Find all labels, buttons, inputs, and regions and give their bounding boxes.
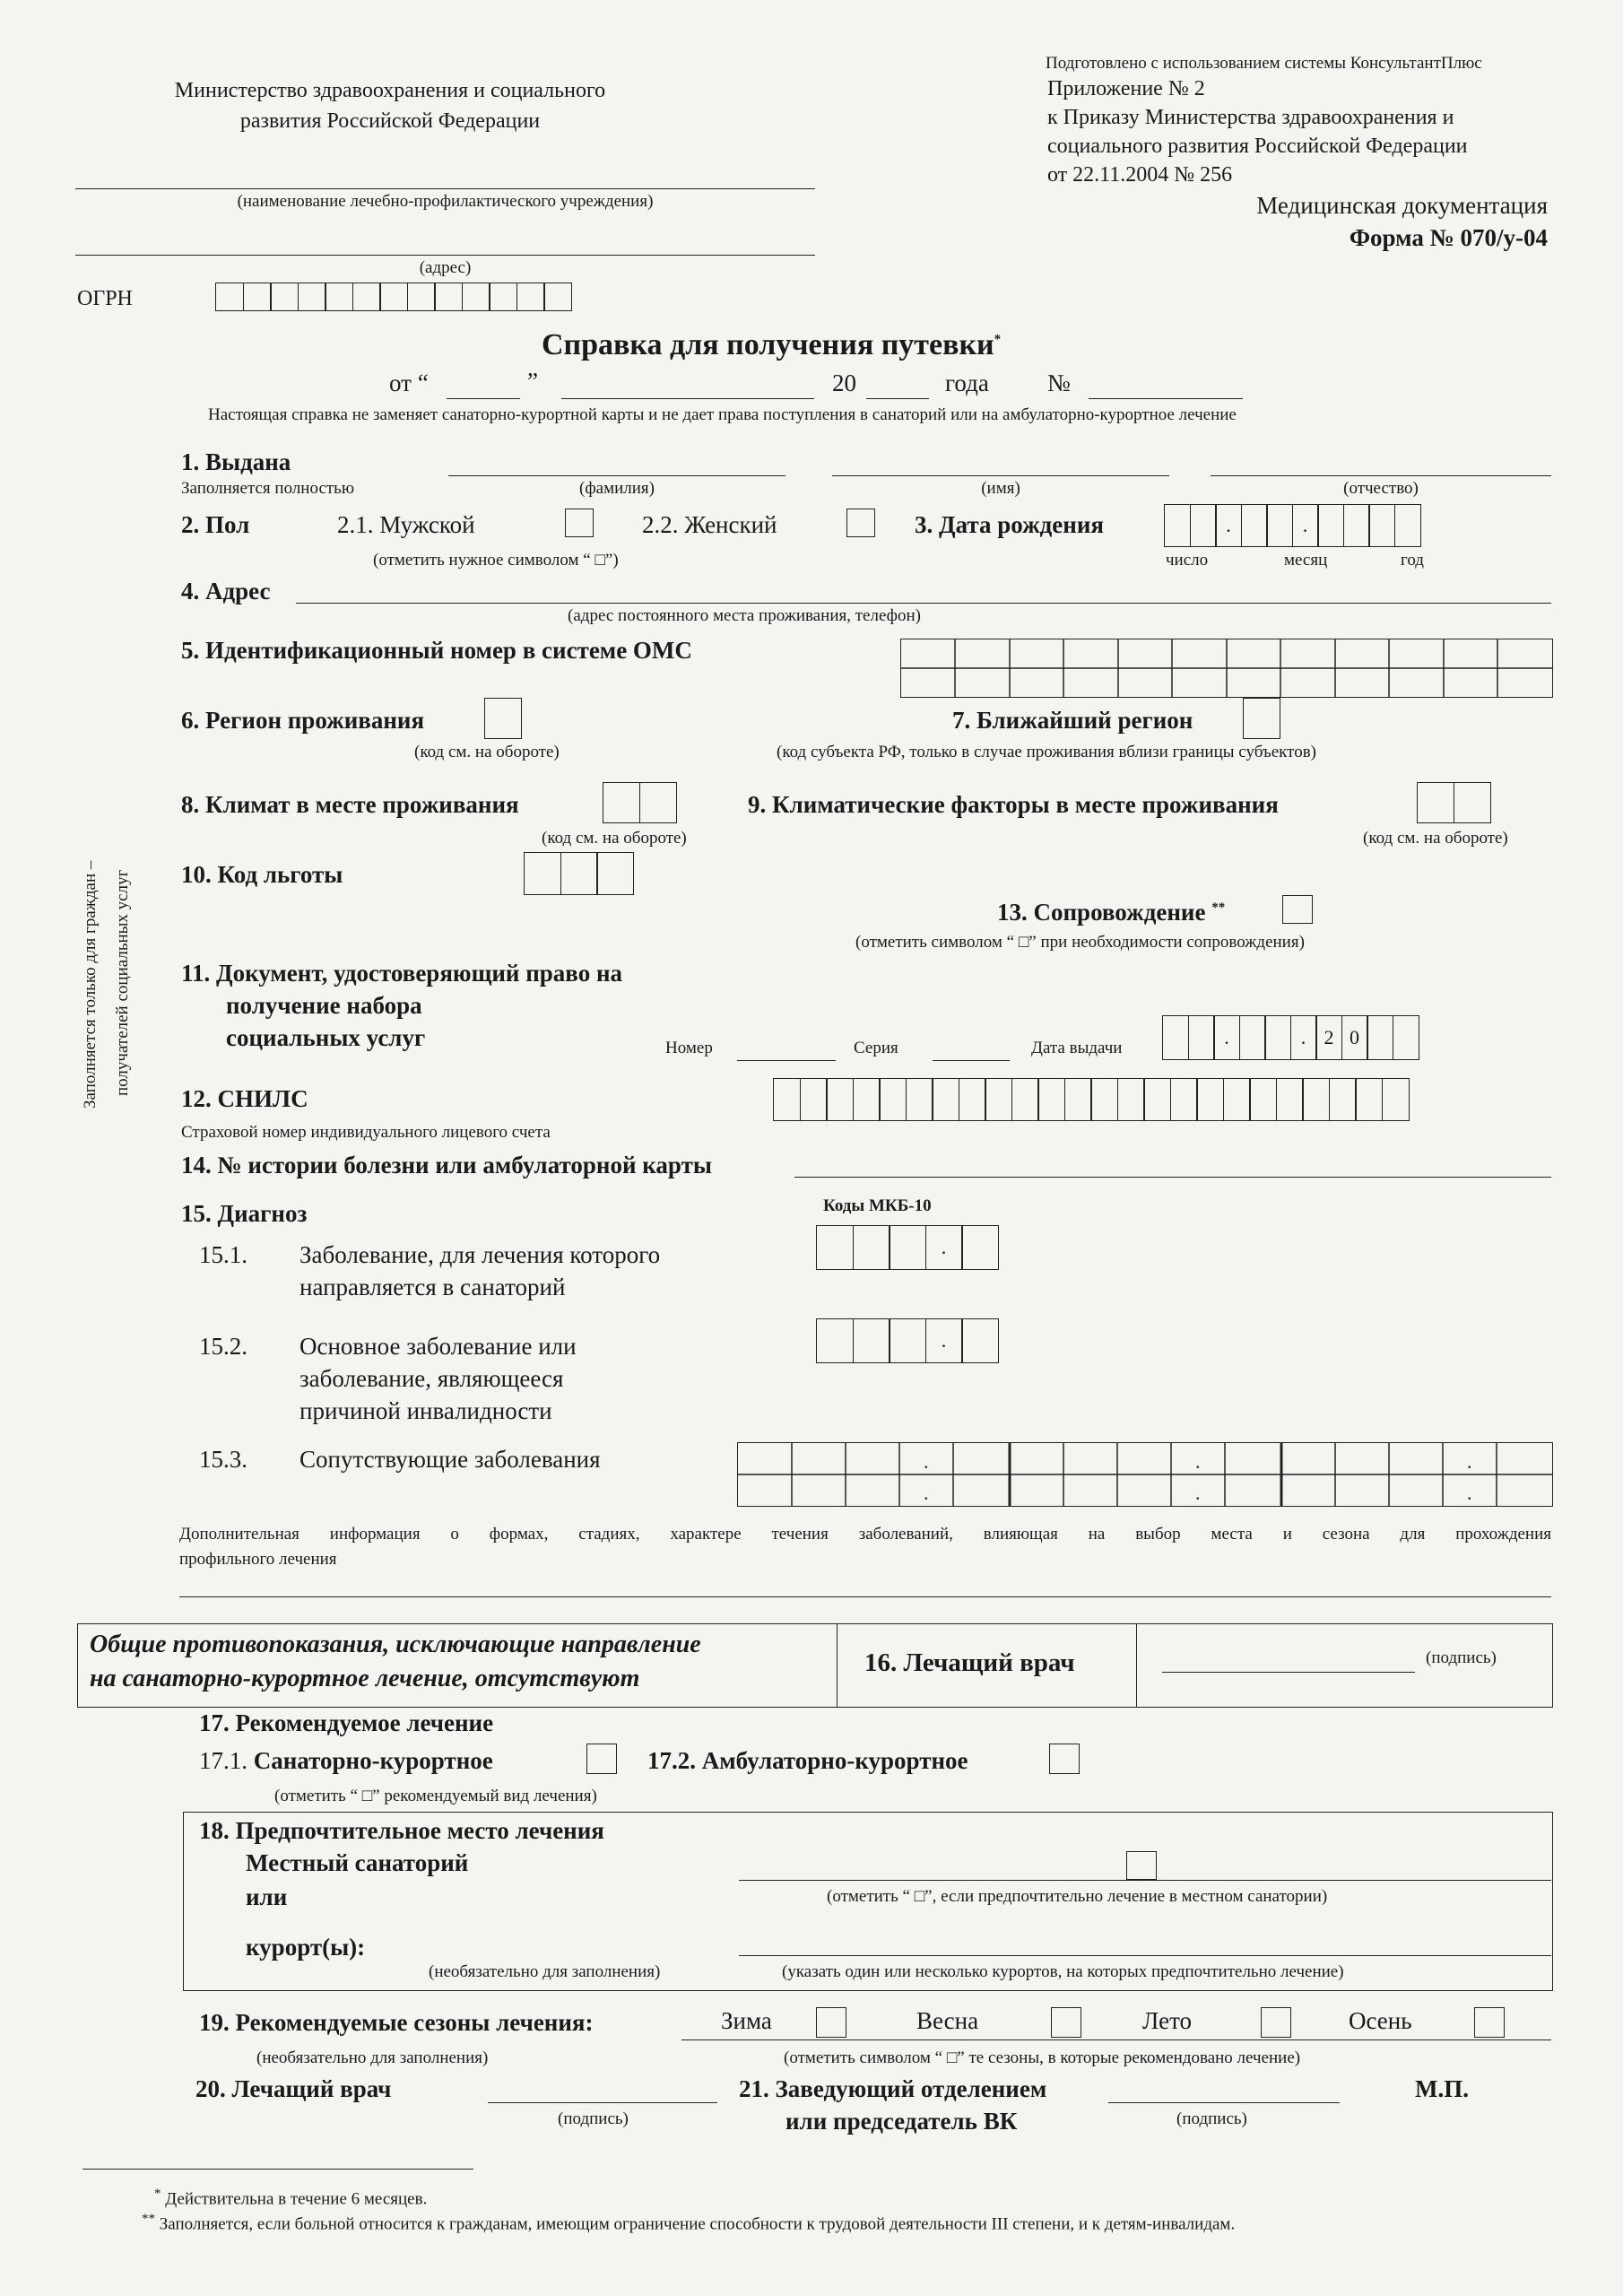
page-title: Справка для получения путевки* — [542, 328, 1002, 361]
diag-15-2-line-2: заболевание, являющееся — [299, 1365, 564, 1392]
ogrn-boxes[interactable] — [215, 283, 572, 311]
svg-text:.: . — [924, 1450, 929, 1473]
svg-text:.: . — [924, 1482, 929, 1504]
form-number: Форма № 070/у-04 — [1349, 224, 1548, 251]
appendix-line-2: к Приказу Министерства здравоохранения и — [1047, 106, 1454, 129]
attending-doctor-20-signature-line[interactable] — [488, 2102, 717, 2103]
region-box[interactable] — [484, 698, 522, 739]
date-quote-close: ” — [527, 368, 538, 395]
doc-series-line[interactable] — [933, 1060, 1010, 1061]
head-department-line-2: или председатель ВК — [785, 2108, 1018, 2135]
recommended-treatment-caption: (отметить “ □” рекомендуемый вид лечения) — [274, 1787, 597, 1805]
extra-info-line[interactable] — [179, 1596, 1551, 1597]
local-sanatorium-line — [739, 1880, 1551, 1881]
ogrn-label: ОГРН — [77, 287, 133, 310]
escort-caption: (отметить символом “ □” при необходимости сопровождения) — [855, 933, 1305, 952]
surname-caption: (фамилия) — [579, 479, 655, 498]
doc-series-label: Серия — [854, 1039, 898, 1057]
date-from-label: от “ — [389, 370, 429, 396]
region-caption: (код см. на обороте) — [414, 743, 560, 761]
doc-label-line-1: 11. Документ, удостоверяющий право на — [181, 960, 622, 987]
svg-text:.: . — [1195, 1482, 1201, 1504]
local-sanatorium-label: Местный санаторий — [246, 1849, 469, 1876]
seasons-line — [681, 2039, 1551, 2040]
diag-15-2-icd-boxes[interactable]: . — [816, 1318, 999, 1363]
season-summer-checkbox[interactable] — [1261, 2007, 1291, 2038]
issued-to-label: 1. Выдана — [181, 448, 291, 475]
diag-15-2-line-1: Основное заболевание или — [299, 1333, 577, 1360]
birth-month-caption: месяц — [1284, 551, 1328, 570]
footnote-2: ** Заполняется, если больной относится к гражданам, имеющим ограничение способности к трудовой деятельности III степени, и к детям-инвалидам. — [142, 2212, 1236, 2234]
surname-line[interactable] — [448, 475, 785, 476]
attending-doctor-20-label: 20. Лечащий врач — [195, 2075, 392, 2102]
fill-fully-note: Заполняется полностью — [181, 479, 355, 498]
diagnosis-label: 15. Диагноз — [181, 1200, 308, 1227]
snils-label: 12. СНИЛС — [181, 1085, 308, 1112]
climate-factors-label: 9. Климатические факторы в месте проживания — [748, 791, 1279, 818]
head-department-signature-line[interactable] — [1108, 2102, 1340, 2103]
sanatorium-resort-option: 17.1. Санаторно-курортное — [199, 1747, 493, 1774]
birth-date-label: 3. Дата рождения — [915, 511, 1105, 538]
extra-info-line-1: Дополнительная информация о формах, стадиях, характере течения заболеваний, влияющая на выбор места и сезона для прохождения — [179, 1525, 1551, 1544]
preferred-place-optional: (необязательно для заполнения) — [429, 1962, 661, 1981]
escort-checkbox[interactable] — [1282, 895, 1313, 924]
ambulatory-resort-checkbox[interactable] — [1049, 1744, 1080, 1774]
address-field-line[interactable] — [296, 603, 1551, 604]
local-sanatorium-caption: (отметить “ □”, если предпочтительно лечение в местном санатории) — [827, 1887, 1328, 1906]
sex-male-checkbox[interactable] — [565, 509, 594, 537]
season-summer-label: Лето — [1142, 2007, 1193, 2034]
sex-label: 2. Пол — [181, 511, 250, 538]
svg-text:.: . — [1195, 1450, 1201, 1473]
season-spring-label: Весна — [916, 2007, 979, 2034]
side-note-line-1: Заполняется только для граждан – — [81, 860, 100, 1109]
diag-15-1-line-2: направляется в санаторий — [299, 1274, 566, 1300]
ministry-line-1: Министерство здравоохранения и социального — [174, 79, 606, 102]
sex-note: (отметить нужное символом “ □”) — [373, 551, 619, 570]
seasons-label: 19. Рекомендуемые сезоны лечения: — [199, 2009, 594, 2036]
appendix-line-4: от 22.11.2004 № 256 — [1047, 163, 1233, 187]
diag-15-2-line-3: причиной инвалидности — [299, 1397, 552, 1424]
ambulatory-resort-option: 17.2. Амбулаторно-курортное — [647, 1747, 968, 1774]
diag-15-3-text: Сопутствующие заболевания — [299, 1446, 601, 1473]
birth-date-boxes[interactable]: . . — [1164, 504, 1421, 547]
date-day-line[interactable] — [447, 398, 520, 399]
preferred-place-label: 18. Предпочтительное место лечения — [199, 1817, 604, 1844]
diag-15-1-line-1: Заболевание, для лечения которого — [299, 1241, 661, 1268]
season-autumn-label: Осень — [1349, 2007, 1412, 2034]
appendix-line-3: социального развития Российской Федерации — [1047, 135, 1468, 158]
ministry-line-2: развития Российской Федерации — [239, 109, 541, 133]
climate-boxes[interactable] — [603, 782, 677, 823]
birth-year-caption: год — [1401, 551, 1424, 570]
diag-15-2-num: 15.2. — [199, 1333, 247, 1360]
attending-doctor-16-label: 16. Лечащий врач — [864, 1648, 1075, 1677]
institution-caption: (наименование лечебно-профилактического учреждения) — [237, 192, 654, 211]
resorts-label: курорт(ы): — [246, 1934, 366, 1961]
date-year-suffix: года — [945, 370, 989, 396]
sex-female-checkbox[interactable] — [846, 509, 875, 537]
patronymic-caption: (отчество) — [1343, 479, 1419, 498]
name-line[interactable] — [832, 475, 1169, 476]
contraindications-line-1: Общие противопоказания, исключающие направление — [90, 1631, 701, 1658]
sex-female-label: 2.2. Женский — [642, 511, 777, 538]
disclaimer: Настоящая справка не заменяет санаторно-курортной карты и не дает права поступления в санаторий или на амбулаторно-курортное лечение — [208, 405, 1237, 424]
resorts-caption: (указать один или несколько курортов, на которых предпочтительно лечение) — [782, 1962, 1344, 1981]
address-caption: (адрес) — [419, 258, 472, 277]
doc-date-boxes[interactable]: . . 2 0 — [1162, 1015, 1419, 1060]
doc-number-line[interactable] — [737, 1060, 836, 1061]
svg-text:.: . — [1467, 1450, 1472, 1473]
climate-factors-caption: (код см. на обороте) — [1363, 829, 1508, 848]
seasons-optional: (необязательно для заполнения) — [256, 2048, 489, 2067]
institution-line[interactable] — [75, 188, 815, 189]
climate-factors-boxes[interactable] — [1417, 782, 1491, 823]
doc-label-line-3: социальных услуг — [226, 1024, 426, 1051]
attending-doctor-16-signature-line[interactable] — [1162, 1672, 1415, 1673]
number-sign: № — [1047, 370, 1071, 396]
footnote-1: * Действительна в течение 6 месяцев. — [154, 2187, 428, 2209]
nearest-region-box[interactable] — [1243, 698, 1280, 739]
benefit-code-boxes[interactable] — [524, 852, 634, 895]
or-label: или — [246, 1883, 288, 1910]
escort-label: 13. Сопровождение ** — [997, 899, 1226, 926]
attending-doctor-20-signature-caption: (подпись) — [558, 2109, 629, 2128]
snils-boxes[interactable] — [773, 1078, 1410, 1121]
diag-15-1-num: 15.1. — [199, 1241, 247, 1268]
oms-boxes[interactable] — [900, 639, 1553, 698]
date-year-line[interactable] — [866, 398, 929, 399]
nearest-region-label: 7. Ближайший регион — [952, 707, 1193, 734]
head-department-signature-caption: (подпись) — [1176, 2109, 1247, 2128]
appendix-line-1: Приложение № 2 — [1047, 77, 1205, 100]
climate-caption: (код см. на обороте) — [542, 829, 687, 848]
diag-15-1-icd-boxes[interactable]: . — [816, 1225, 999, 1270]
case-history-label: 14. № истории болезни или амбулаторной карты — [181, 1152, 712, 1178]
diag-15-3-icd-boxes[interactable] — [737, 1442, 1553, 1507]
patronymic-line[interactable] — [1211, 475, 1551, 476]
sex-male-label: 2.1. Мужской — [337, 511, 475, 538]
date-year-prefix: 20 — [832, 370, 856, 396]
date-month-line[interactable] — [561, 398, 814, 399]
address-field-caption: (адрес постоянного места проживания, телефон) — [568, 606, 921, 625]
number-line[interactable] — [1089, 398, 1243, 399]
snils-caption: Страховой номер индивидуального лицевого счета — [181, 1123, 551, 1142]
oms-label: 5. Идентификационный номер в системе ОМС — [181, 637, 692, 664]
icd-label: Коды МКБ-10 — [823, 1196, 932, 1215]
extra-info-line-2: профильного лечения — [179, 1550, 337, 1569]
nearest-region-caption: (код субъекта РФ, только в случае проживания вблизи границы субъектов) — [777, 743, 1316, 761]
address-field-label: 4. Адрес — [181, 578, 271, 604]
address-line[interactable] — [75, 255, 815, 256]
climate-label: 8. Климат в месте проживания — [181, 791, 519, 818]
case-history-line[interactable] — [794, 1177, 1551, 1178]
season-winter-checkbox[interactable] — [816, 2007, 846, 2038]
season-spring-checkbox[interactable] — [1051, 2007, 1081, 2038]
seasons-caption: (отметить символом “ □” те сезоны, в которые рекомендовано лечение) — [784, 2048, 1301, 2067]
season-winter-label: Зима — [721, 2007, 772, 2034]
stamp-label: М.П. — [1415, 2075, 1469, 2102]
doc-date-label: Дата выдачи — [1031, 1039, 1123, 1057]
attending-doctor-16-signature-caption: (подпись) — [1426, 1648, 1497, 1667]
diag-15-3-num: 15.3. — [199, 1446, 247, 1473]
doc-label-line-2: получение набора — [226, 992, 422, 1019]
svg-text:.: . — [1467, 1482, 1472, 1504]
sanatorium-resort-checkbox[interactable] — [586, 1744, 617, 1774]
region-label: 6. Регион проживания — [181, 707, 425, 734]
name-caption: (имя) — [981, 479, 1020, 498]
season-autumn-checkbox[interactable] — [1474, 2007, 1505, 2038]
recommended-treatment-label: 17. Рекомендуемое лечение — [199, 1709, 494, 1736]
doc-number-label: Номер — [665, 1039, 713, 1057]
resorts-line[interactable] — [739, 1955, 1551, 1956]
side-note-line-2: получателей социальных услуг — [113, 869, 132, 1096]
consultant-note: Подготовлено с использованием системы КонсультантПлюс — [1046, 54, 1482, 73]
birth-day-caption: число — [1166, 551, 1209, 570]
head-department-line-1: 21. Заведующий отделением — [739, 2075, 1047, 2102]
footnote-divider — [82, 2169, 473, 2170]
local-sanatorium-checkbox[interactable] — [1126, 1851, 1157, 1880]
benefit-code-label: 10. Код льготы — [181, 861, 343, 888]
contraindications-line-2: на санаторно-курортное лечение, отсутствуют — [90, 1665, 640, 1692]
med-doc-label: Медицинская документация — [1256, 192, 1548, 219]
